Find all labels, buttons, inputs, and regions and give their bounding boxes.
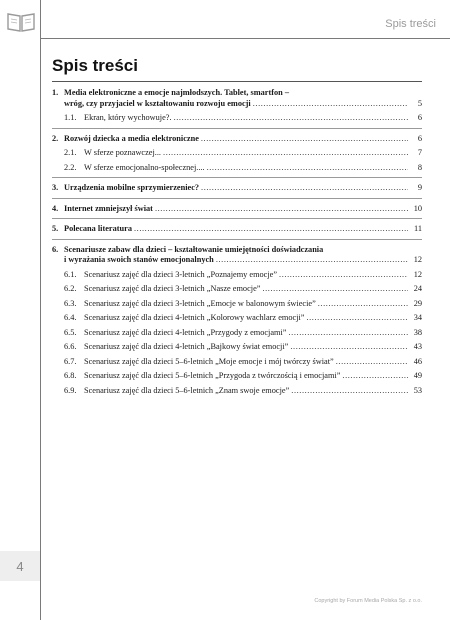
toc-entry-1[interactable]: 1. Media elektroniczne a emocje najmłodszych. Tablet, smartfon – wróg, czy przyjaciel w kształtowaniu rozwoju emocji ..... 5: [52, 88, 422, 109]
page-ref: 49: [413, 371, 422, 380]
leader-dots: [253, 99, 408, 110]
title-underline: [52, 81, 422, 82]
left-margin-rule: [40, 0, 41, 620]
toc-entry-2[interactable]: 2. Rozwój dziecka a media elektroniczne ..... 6: [52, 134, 422, 145]
leader-dots: [163, 148, 408, 159]
toc-entry-4[interactable]: 4. Internet zmniejszył świat ..... 10: [52, 204, 422, 215]
toc-entry-6-1[interactable]: 6.1. Scenariusz zajęć dla dzieci 3-letnich „Poznajemy emocje” ..... 12: [52, 270, 422, 281]
toc-entry-6-6[interactable]: 6.6. Scenariusz zajęć dla dzieci 4-letnich „Bajkowy świat emocji” ..... 43: [52, 342, 422, 353]
header-rule: [40, 38, 450, 39]
leader-dots: [318, 299, 408, 310]
page-ref: 38: [413, 327, 422, 337]
toc-entry-6-7[interactable]: 6.7. Scenariusz zajęć dla dzieci 5–6-letnich „Moje emocje i mój twórczy świat” ..... 46: [52, 357, 422, 368]
page-ref: 5: [417, 98, 422, 108]
page-ref: 46: [413, 356, 422, 366]
toc-entry-2-1[interactable]: 2.1. W sferze poznawczej... ..... 7: [52, 148, 422, 159]
leader-dots: [289, 328, 409, 339]
page-ref: 29: [413, 298, 422, 308]
toc-entry-1-1[interactable]: 1.1. Ekran, który wychowuje?. ..... 6: [52, 113, 422, 124]
toc-entry-5[interactable]: 5. Polecana literatura ..... 11: [52, 224, 422, 235]
leader-dots: [291, 386, 408, 397]
open-book-icon: [6, 10, 36, 34]
section-divider: [52, 239, 422, 240]
toc-entry-6-8[interactable]: 6.8. Scenariusz zajęć dla dzieci 5–6-letnich „Przygoda z twórczością i emocjami” ..... 49: [52, 371, 422, 382]
section-divider: [52, 198, 422, 199]
leader-dots: [155, 204, 408, 215]
leader-dots: [174, 113, 408, 124]
toc-entry-3[interactable]: 3. Urządzenia mobilne sprzymierzeniec? ..... 9: [52, 183, 422, 194]
leader-dots: [216, 255, 408, 266]
page-ref: 9: [417, 183, 422, 192]
leader-dots: [262, 284, 408, 295]
leader-dots: [134, 224, 408, 235]
table-of-contents: [52, 88, 422, 396]
page-ref: 43: [413, 342, 422, 351]
page-title: Spis treści: [52, 56, 138, 75]
page-ref: 12: [413, 269, 422, 279]
leader-dots: [279, 270, 408, 281]
toc-entry-6[interactable]: 6. Scenariusze zabaw dla dzieci – kształtowanie umiejętności doświadczania i wyrażania swoich stanów emocjonalnych ..... 12: [52, 245, 422, 266]
leader-dots: [336, 357, 408, 368]
page-ref: 8: [417, 162, 422, 172]
section-divider: [52, 128, 422, 129]
running-header-title: Spis treści: [385, 18, 436, 30]
page-ref: 53: [413, 385, 422, 395]
toc-entry-6-3[interactable]: 6.3. Scenariusz zajęć dla dzieci 3-letnich „Emocje w balonowym świecie” ..... 29: [52, 299, 422, 310]
leader-dots: [306, 313, 408, 324]
leader-dots: [201, 134, 408, 145]
toc-entry-6-5[interactable]: 6.5. Scenariusz zajęć dla dzieci 4-letnich „Przygody z emocjami” ..... 38: [52, 328, 422, 339]
leader-dots: [290, 342, 408, 353]
toc-entry-6-4[interactable]: 6.4. Scenariusz zajęć dla dzieci 4-letnich „Kolorowy wachlarz emocji” ..... 34: [52, 313, 422, 324]
page-ref: 6: [417, 113, 422, 122]
leader-dots: [201, 183, 408, 194]
page-ref: 6: [417, 133, 422, 143]
leader-dots: [207, 163, 408, 174]
page-number: 4: [0, 551, 40, 581]
page-ref: 12: [413, 255, 422, 264]
toc-entry-6-9[interactable]: 6.9. Scenariusz zajęć dla dzieci 5–6-letnich „Znam swoje emocje” ..... 53: [52, 386, 422, 397]
page-ref: 24: [413, 284, 422, 293]
copyright-notice: Copyright by Forum Media Polska Sp. z o.o.: [314, 598, 422, 604]
page-ref: 34: [413, 313, 422, 322]
toc-entry-6-2[interactable]: 6.2. Scenariusz zajęć dla dzieci 3-letnich „Nasze emocje” ..... 24: [52, 284, 422, 295]
page-ref: 11: [414, 224, 422, 233]
toc-entry-2-2[interactable]: 2.2. W sferze emocjonalno-społecznej.... ..... 8: [52, 163, 422, 174]
leader-dots: [342, 371, 408, 382]
page-ref: 7: [417, 148, 422, 157]
section-divider: [52, 218, 422, 219]
section-divider: [52, 177, 422, 178]
page-ref: 10: [413, 203, 422, 213]
